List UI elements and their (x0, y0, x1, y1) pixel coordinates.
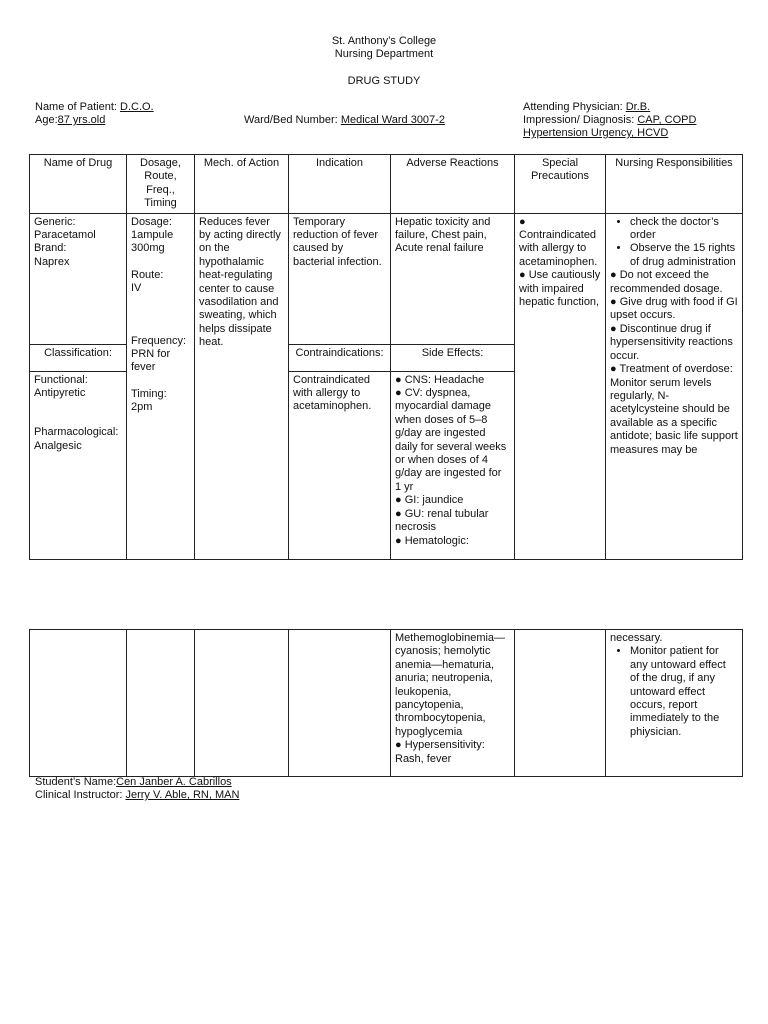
pharmacological-value: Analgesic (34, 439, 82, 452)
diagnosis-1: CAP, COPD (637, 114, 697, 126)
patient-name-line (35, 101, 154, 114)
side-effects-label: Side Effects: (391, 344, 515, 371)
school-name: St. Anthony’s College (331, 35, 437, 47)
side-effect-item: ● GU: renal tubular necrosis (395, 507, 489, 534)
timing-label: Timing: (131, 387, 167, 400)
ward-line (244, 114, 445, 127)
col-header-precautions: Special Precautions (515, 155, 606, 214)
brand-name: Naprex (34, 255, 70, 268)
drug-name-cell (30, 213, 127, 344)
patient-name-label: Name of Patient: (35, 101, 117, 113)
side-effect-item: Methemoglobinemia— (395, 632, 506, 644)
side-effect-item: daily for several weeks or when doses of 4 g/day are ingested for 1 yr (395, 440, 507, 493)
col-header-adverse: Adverse Reactions (391, 155, 515, 214)
contraindications-label: Contraindications: (289, 344, 391, 371)
generic-name: Paracetamol (34, 229, 96, 242)
ward-label: Ward/Bed Number: (244, 114, 338, 126)
precaution-item: ● Contraindicated with allergy to acetaminophen. (519, 215, 598, 268)
dosage-value: 1ampule 300mg (131, 229, 174, 255)
nursing-item: ● Treatment of overdose: Monitor serum levels regularly, N-acetylcysteine should be available as a specific antidote; basic life support measures may be (610, 363, 738, 456)
nursing-item: ● Give drug with food if GI upset occurs. (610, 296, 738, 322)
frequency-value: PRN for fever (131, 348, 171, 374)
side-effect-item: ● Hypersensitivity: Rash, fever (395, 739, 485, 765)
diagnosis-label: Impression/ Diagnosis: (523, 114, 635, 126)
classification-cell (30, 371, 127, 559)
instructor-line (35, 789, 239, 802)
precaution-item: ● Use cautiously with impaired hepatic function, (519, 269, 601, 309)
pharmacological-label: Pharmacological: (34, 426, 119, 439)
dosage-label: Dosage: (131, 215, 172, 228)
indication-cell: Temporary reduction of fever caused by bacterial infection. (289, 213, 391, 344)
precautions-cell (515, 213, 606, 559)
nursing-item: • Monitor patient for any untoward effect of the drug, if any untoward effect occurs, report immediately to the phiysician. (630, 645, 738, 739)
drug-study-table (29, 154, 743, 560)
side-effect-item: ● Hematologic: (395, 534, 469, 547)
patient-name: D.C.O. (120, 101, 154, 113)
functional-label: Functional: (34, 373, 88, 386)
student-line (35, 776, 232, 789)
mechanism-cell-cont (195, 630, 289, 777)
route-label: Route: (131, 268, 164, 281)
physician-line (523, 101, 650, 114)
student-name: Cen Janber A. Cabrillos (116, 776, 232, 788)
instructor-name: Jerry V. Able, RN, MAN (125, 789, 240, 801)
diagnosis-line (523, 114, 696, 127)
instructor-label: Clinical Instructor: (35, 789, 123, 801)
patient-age-label: Age: (35, 114, 58, 126)
adverse-cell: Hepatic toxicity and failure, Chest pain, Acute renal failure (391, 213, 515, 344)
classification-label: Classification: (30, 344, 127, 371)
col-header-drug: Name of Drug (30, 155, 127, 214)
side-effect-item: ● GI: jaundice (395, 494, 464, 507)
drug-name-cell-cont (30, 630, 127, 777)
physician-name: Dr.B. (625, 101, 651, 113)
col-header-dosage: Dosage, Route, Freq., Timing (127, 155, 195, 214)
nursing-cell (606, 213, 743, 559)
contraindications-cell: Contraindicated with allergy to acetaminophen. (289, 371, 391, 559)
frequency-label: Frequency: (131, 334, 187, 347)
side-effect-item: ● CV: dyspnea, myocardial damage when doses of 5–8 g/day are ingested (395, 387, 491, 440)
route-value: IV (131, 282, 142, 295)
department-name: Nursing Department (334, 48, 434, 60)
side-effects-cell-cont (391, 630, 515, 777)
functional-value: Antipyretic (34, 387, 86, 400)
student-label: Student’s Name: (35, 776, 117, 788)
nursing-cell-cont (606, 630, 743, 777)
col-header-nursing: Nursing Responsibilities (606, 155, 743, 214)
dosage-cell (127, 213, 195, 559)
indication-cell-cont (289, 630, 391, 777)
side-effect-item: cyanosis; hemolytic anemia—hematuria, anuria; neutropenia, leukopenia, pancytopenia, thrombocytopenia, hypoglycemia (395, 645, 495, 738)
nursing-item: ● Discontinue drug if hypersensitivity reactions occur. (610, 322, 733, 362)
col-header-indication: Indication (289, 155, 391, 214)
brand-label: Brand: (34, 242, 67, 255)
nursing-item: ● Do not exceed the recommended dosage. (610, 269, 723, 295)
side-effect-item: ● CNS: Headache (395, 373, 485, 386)
physician-label: Attending Physician: (523, 101, 623, 113)
diagnosis-2: Hypertension Urgency, HCVD (523, 127, 669, 139)
precautions-cell-cont (515, 630, 606, 777)
drug-study-table-continued (29, 629, 743, 777)
nursing-item: necessary. (610, 632, 663, 644)
timing-value: 2pm (131, 401, 153, 414)
dosage-cell-cont (127, 630, 195, 777)
nursing-item: • check the doctor’s order (630, 216, 738, 243)
mechanism-cell: Reduces fever by acting directly on the hypothalamic heat-regulating center to cause vasodilation and sweating, which helps dissipate heat. (195, 213, 289, 559)
generic-label: Generic: (34, 215, 76, 228)
nursing-item: • Observe the 15 rights of drug administration (630, 242, 738, 269)
side-effects-cell (391, 371, 515, 559)
patient-age: 87 yrs.old (57, 114, 106, 126)
patient-age-line (35, 114, 105, 127)
col-header-mechanism: Mech. of Action (195, 155, 289, 214)
ward-number: Medical Ward 3007-2 (340, 114, 445, 126)
document-title: DRUG STUDY (347, 75, 421, 87)
